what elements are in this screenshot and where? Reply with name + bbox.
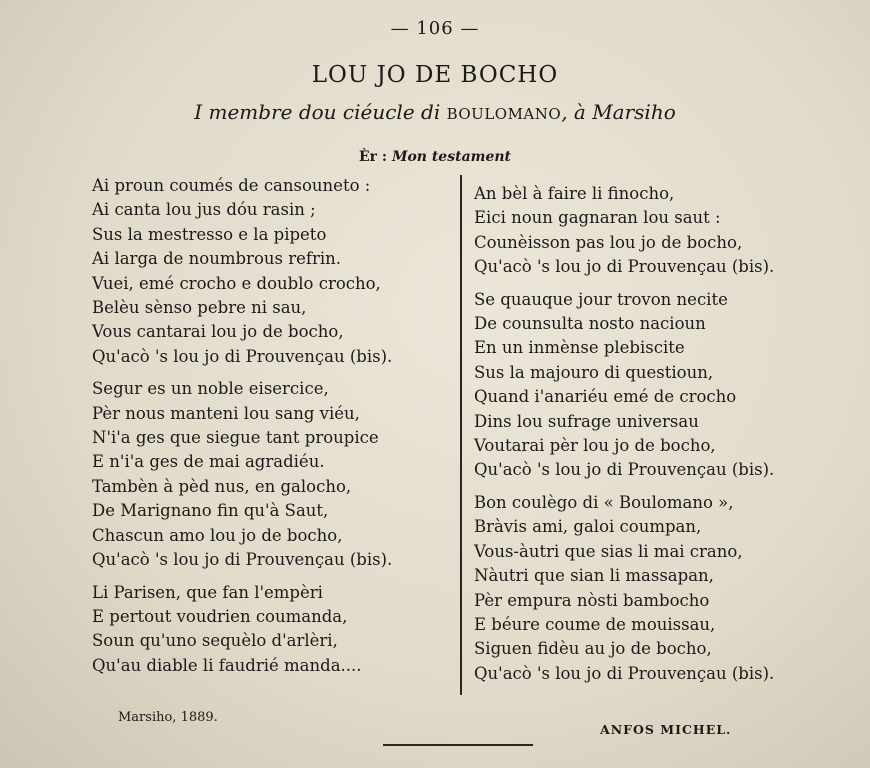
tune-indication (0, 149, 870, 165)
verse-line: N'i'a ges que siegue tant proupice (92, 428, 379, 448)
verse-line: Qu'acò 's lou jo di Prouvençau (bis). (474, 663, 775, 683)
page-number: — 106 — (390, 18, 480, 39)
verse-line: An bèl à faire li finocho, (474, 184, 675, 203)
stanza (92, 581, 392, 679)
verse-line: Vous cantarai lou jo de bocho, (92, 322, 344, 342)
verse-line: Belèu sènso pebre ni sau, (92, 298, 307, 318)
verse-line: Sus la majouro di questioun, (474, 362, 714, 382)
stanza (474, 182, 774, 280)
verse-line: Soun qu'uno sequèlo d'arlèri, (92, 631, 338, 651)
verse-line: De counsulta nosto nacioun (474, 314, 706, 334)
verse-line: Quand i'anariéu emé de crocho (474, 387, 737, 407)
end-rule (383, 744, 533, 746)
verse-line: Ai proun coumés de cansouneto : (92, 176, 371, 195)
left-column (92, 174, 392, 686)
tune-label: Èr : (358, 149, 388, 165)
verse-line: Bràvis ami, galoi coumpan, (474, 517, 702, 537)
verse-line: Qu'acò 's lou jo di Prouvençau (bis). (474, 257, 775, 277)
verse-line: Siguen fidèu au jo de bocho, (474, 639, 712, 659)
stanza (474, 288, 774, 483)
verse-line: Li Parisen, que fan l'empèri (92, 582, 323, 602)
verse-line: De Marignano fin qu'à Saut, (92, 501, 329, 521)
verse-line: Sus la mestresso e la pipeto (92, 224, 327, 244)
poem-dedication (0, 100, 870, 124)
column-divider (460, 175, 462, 695)
verse-line: Eici noun gagnaran lou saut : (474, 208, 721, 228)
tune-name: Mon testament (391, 149, 512, 165)
verse-line: Tambèn à pèd nus, en galocho, (92, 476, 352, 496)
verse-line: Ai canta lou jus dóu rasin ; (92, 200, 316, 220)
verse-line: Pèr nous manteni lou sang viéu, (92, 403, 360, 423)
verse-line: E n'i'a ges de mai agradiéu. (92, 452, 325, 472)
verse-line: Qu'au diable li faudrié manda.... (92, 655, 362, 675)
right-column (474, 182, 774, 694)
stanza (92, 377, 392, 572)
verse-line: Dins lou sufrage universau (474, 411, 699, 431)
verse-line: Qu'acò 's lou jo di Prouvençau (bis). (92, 550, 393, 570)
dedication-society-name: BOULOMANO (446, 105, 562, 123)
stanza (474, 491, 774, 686)
verse-line: Chascun amo lou jo de bocho, (92, 525, 343, 545)
verse-line: En un inmènse plebiscite (474, 338, 685, 358)
verse-line: Se quauque jour trovon necite (474, 289, 728, 309)
verse-line: Segur es un noble eisercice, (92, 379, 329, 399)
verse-line: Pèr empura nòsti bambocho (474, 590, 710, 610)
verse-line: Voutarai pèr lou jo de bocho, (474, 436, 716, 456)
verse-line: Bon coulègo di « Boulomano », (474, 492, 734, 512)
verse-line: Qu'acò 's lou jo di Prouvençau (bis). (92, 346, 393, 366)
verse-line: Counèisson pas lou jo de bocho, (474, 232, 743, 252)
author-signature: ANFOS MICHEL. (600, 722, 732, 737)
verse-line: Vuei, emé crocho e doublo crocho, (92, 273, 381, 293)
dedication-text-before: I membre dou ciéucle di (194, 100, 441, 124)
poem-title: LOU JO DE BOCHO (311, 62, 559, 88)
verse-line: Ai larga de noumbrous refrin. (92, 249, 342, 269)
verse-line: Vous-àutri que sias li mai crano, (474, 541, 743, 561)
stanza (92, 174, 392, 369)
verse-line: E pertout voudrien coumanda, (92, 606, 348, 626)
dedication-text-after: , à Marsiho (561, 100, 676, 124)
verse-line: Qu'acò 's lou jo di Prouvençau (bis). (474, 460, 775, 480)
place-date: Marsiho, 1889. (118, 710, 218, 725)
verse-line: Nàutri que sian li massapan, (474, 566, 714, 586)
verse-line: E béure coume de mouissau, (474, 614, 716, 634)
